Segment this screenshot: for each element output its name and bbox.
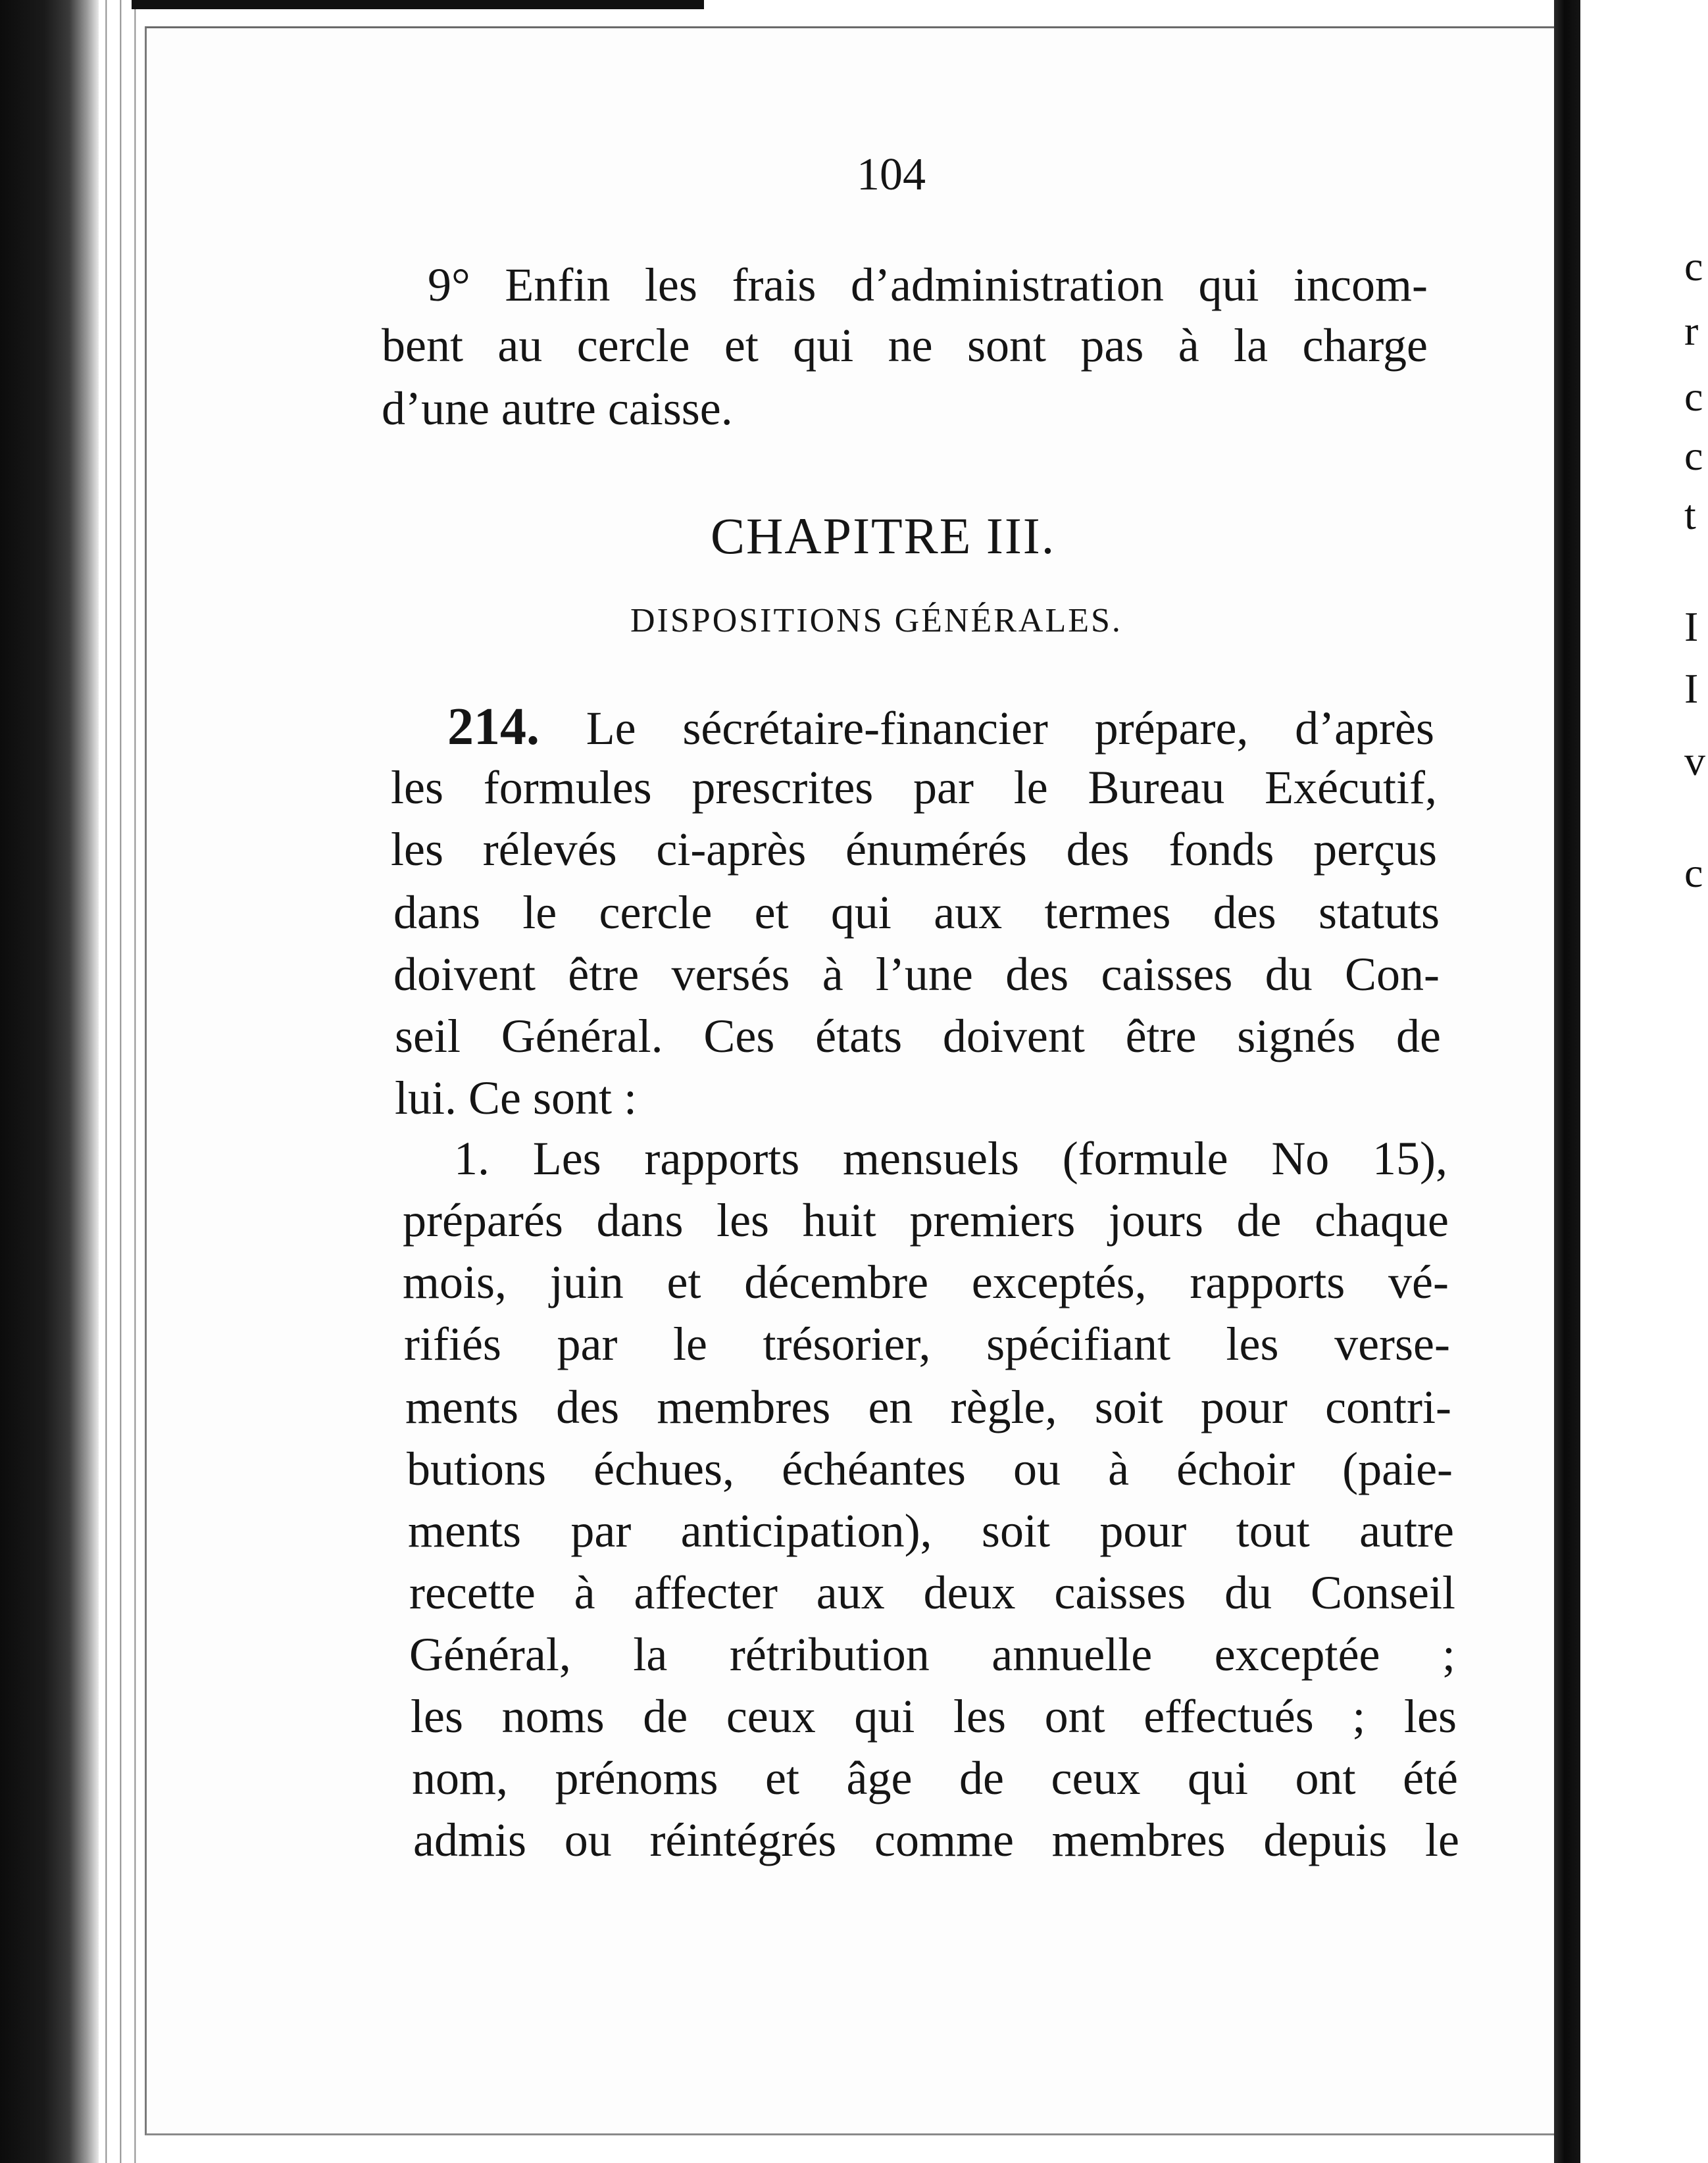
- binding-shadow-left: [0, 0, 99, 2163]
- text-line: ments par anticipation), soit pour tout autre: [408, 1504, 1454, 1557]
- facing-page-letter: v: [1684, 737, 1705, 784]
- text-line: d’une autre caisse.: [382, 382, 733, 435]
- text-line: ments des membres en règle, soit pour contri-: [405, 1381, 1451, 1433]
- binding-shadow-right: [1554, 0, 1580, 2163]
- text-line: les rélevés ci-après énumérés des fonds perçus: [391, 823, 1437, 876]
- binding-page-edges: [99, 0, 145, 2163]
- text-line: rifiés par le trésorier, spécifiant les verse-: [404, 1318, 1450, 1370]
- text-line: les formules prescrites par le Bureau Exécutif,: [391, 761, 1437, 814]
- facing-page-letter: I: [1684, 603, 1699, 650]
- chapter-title: CHAPITRE III.: [711, 507, 1056, 564]
- facing-page-letter: I: [1684, 665, 1699, 712]
- text-line: lui. Ce sont :: [395, 1072, 638, 1124]
- text-line: Général, la rétribution annuelle exceptée ;: [409, 1628, 1455, 1681]
- text-line: nom, prénoms et âge de ceux qui ont été: [412, 1752, 1458, 1804]
- text-line: les noms de ceux qui les ont effectués ; les: [411, 1690, 1457, 1743]
- facing-page-letter: c: [1684, 432, 1703, 479]
- text-line: butions échues, échéantes ou à échoir (paie-: [407, 1443, 1453, 1495]
- text-line: admis ou réintégrés comme membres depuis le: [413, 1814, 1459, 1866]
- facing-page-letter: r: [1684, 307, 1699, 354]
- text-line: recette à affecter aux deux caisses du Conseil: [409, 1566, 1455, 1619]
- text-line: doivent être versés à l’une des caisses du Con-: [393, 948, 1440, 1001]
- text-line: seil Général. Ces états doivent être signés de: [395, 1010, 1441, 1062]
- text-line: dans le cercle et qui aux termes des statuts: [393, 886, 1440, 939]
- top-edge-rule: [132, 0, 704, 9]
- text-line: 1. Les rapports mensuels (formule No 15),: [454, 1132, 1447, 1185]
- text-line: 9° Enfin les frais d’administration qui incom-: [428, 259, 1428, 311]
- page-number: 104: [857, 149, 926, 200]
- facing-page-letter: t: [1684, 491, 1696, 538]
- text-line: préparés dans les huit premiers jours de chaque: [403, 1194, 1449, 1247]
- facing-page-letter: c: [1684, 849, 1703, 896]
- text-line: mois, juin et décembre exceptés, rapports vé-: [403, 1256, 1449, 1308]
- section-heading: DISPOSITIONS GÉNÉRALES.: [630, 602, 1122, 639]
- article-first-line: [447, 697, 1434, 757]
- facing-page-letter: c: [1684, 373, 1703, 420]
- article-number: 214.: [447, 698, 540, 756]
- text-line: Le sécrétaire-financier prépare, d’après: [586, 702, 1434, 755]
- text-line: bent au cercle et qui ne sont pas à la charge: [382, 319, 1428, 372]
- facing-page-letter: c: [1684, 243, 1703, 289]
